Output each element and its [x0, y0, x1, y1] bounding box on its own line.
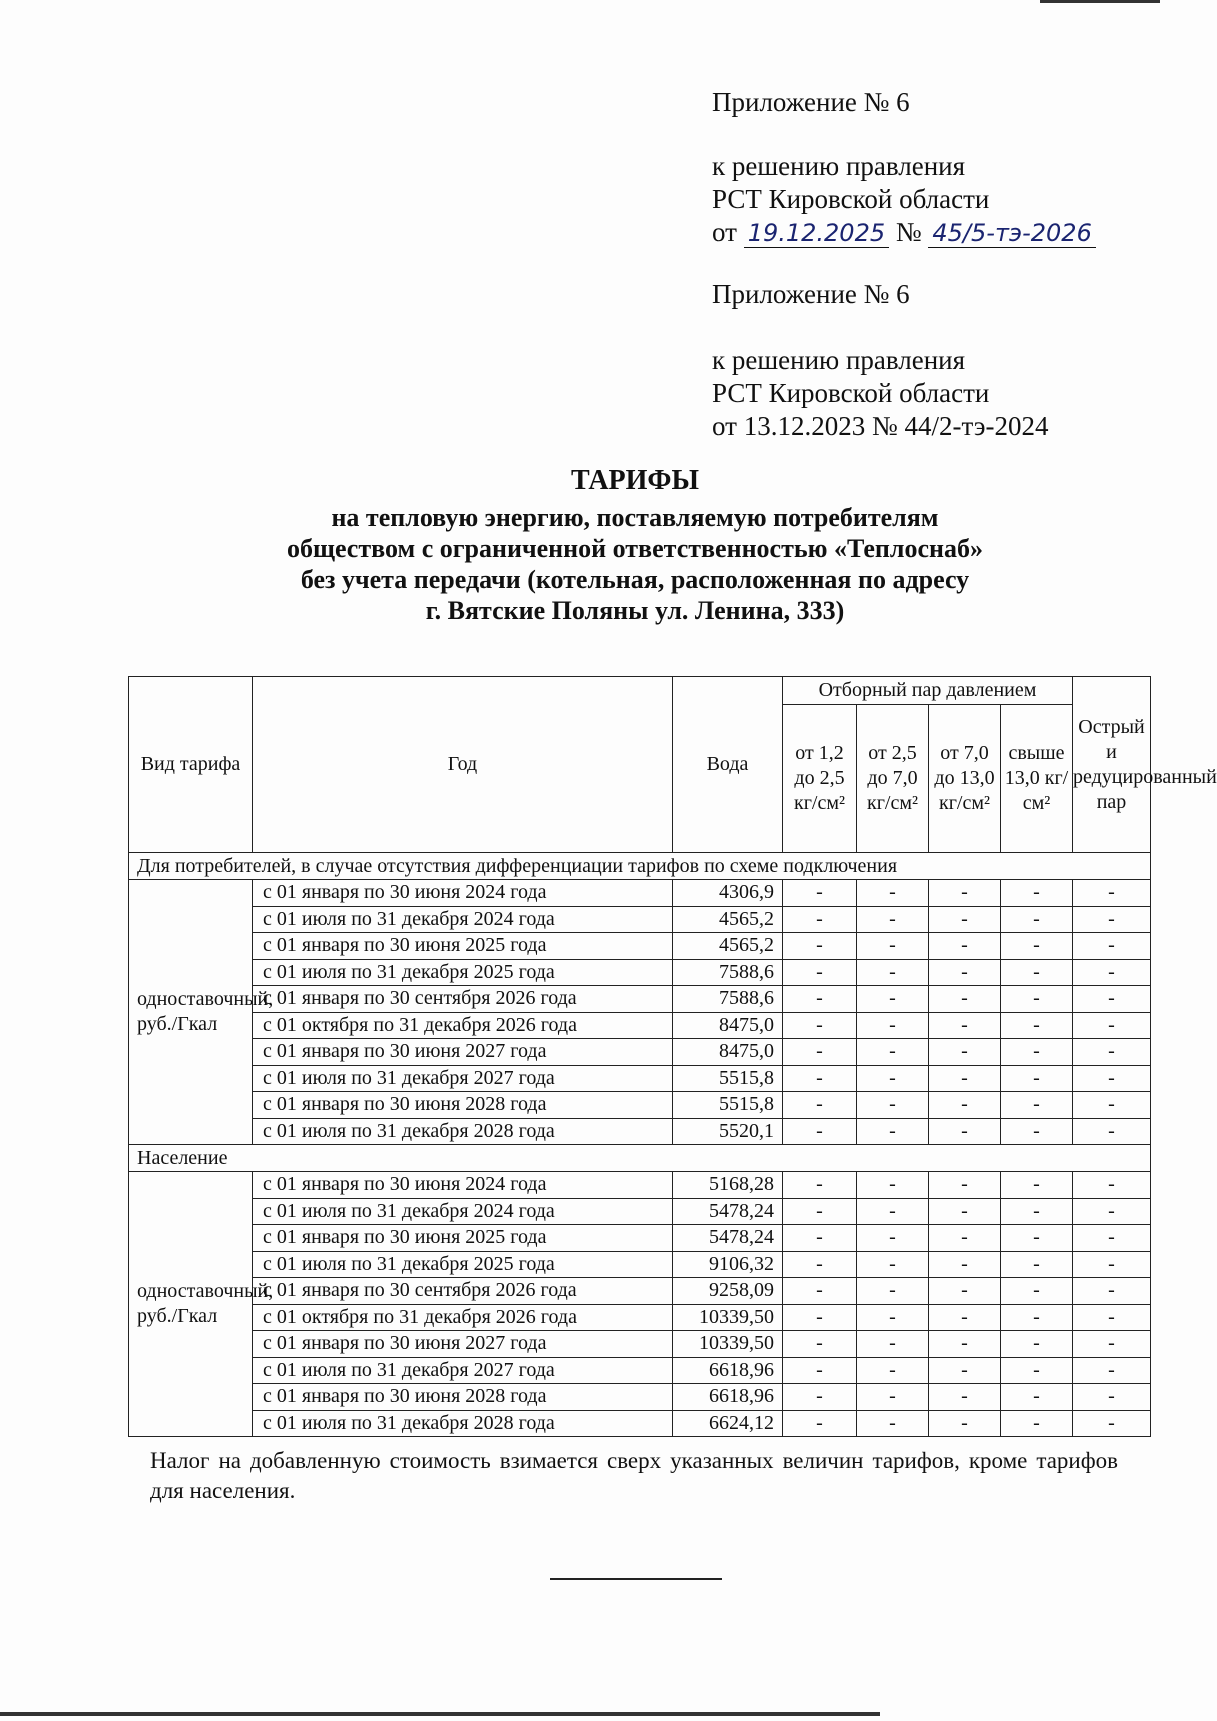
steam-tariff-cell: -: [1001, 1410, 1073, 1437]
steam-tariff-cell: -: [783, 880, 857, 907]
steam-tariff-cell: -: [857, 1198, 929, 1225]
title-main: ТАРИФЫ: [571, 465, 699, 496]
steam-tariff-cell: -: [1073, 1225, 1151, 1252]
water-tariff-cell: 8475,0: [673, 1012, 783, 1039]
appendix-heading-new: [712, 86, 1172, 119]
steam-tariff-cell: -: [929, 1410, 1001, 1437]
period-cell: с 01 января по 30 сентября 2026 года: [253, 1278, 673, 1305]
decision-reference-new: [712, 150, 1172, 249]
steam-tariff-cell: -: [857, 1384, 929, 1411]
scan-edge-top: [1040, 0, 1160, 3]
period-cell: с 01 июля по 31 декабря 2027 года: [253, 1065, 673, 1092]
water-tariff-cell: 10339,50: [673, 1331, 783, 1358]
steam-tariff-cell: -: [857, 1118, 929, 1145]
col-header-steam-4: свыше 13,0 кг/см²: [1001, 705, 1073, 853]
water-tariff-cell: 5515,8: [673, 1092, 783, 1119]
section-title: Для потребителей, в случае отсутствия дифференциации тарифов по схеме подключения: [129, 853, 1151, 880]
steam-tariff-cell: -: [857, 986, 929, 1013]
steam-tariff-cell: -: [1001, 1225, 1073, 1252]
period-cell: с 01 января по 30 июня 2024 года: [253, 880, 673, 907]
steam-tariff-cell: -: [783, 1092, 857, 1119]
steam-tariff-cell: -: [783, 1065, 857, 1092]
steam-tariff-cell: -: [783, 1331, 857, 1358]
table-row: [129, 1118, 1151, 1145]
decision-line: к решению правления: [712, 345, 966, 375]
steam-tariff-cell: -: [857, 1092, 929, 1119]
table-row: [129, 906, 1151, 933]
period-cell: с 01 января по 30 июня 2025 года: [253, 933, 673, 960]
col-header-water: Вода: [673, 677, 783, 853]
table-row: [129, 880, 1151, 907]
steam-tariff-cell: -: [1073, 1012, 1151, 1039]
period-cell: с 01 июля по 31 декабря 2024 года: [253, 1198, 673, 1225]
steam-tariff-cell: -: [1073, 1357, 1151, 1384]
steam-tariff-cell: -: [929, 1384, 1001, 1411]
date-prefix: от: [712, 217, 737, 247]
table-row: [129, 1092, 1151, 1119]
steam-tariff-cell: -: [857, 933, 929, 960]
col-header-year: Год: [253, 677, 673, 853]
steam-tariff-cell: -: [783, 1225, 857, 1252]
period-cell: с 01 октября по 31 декабря 2026 года: [253, 1304, 673, 1331]
steam-tariff-cell: -: [929, 1357, 1001, 1384]
steam-tariff-cell: -: [1001, 1357, 1073, 1384]
tariff-kind: одноставочный, руб./Гкал: [129, 880, 253, 1145]
steam-tariff-cell: -: [1001, 959, 1073, 986]
period-cell: с 01 января по 30 июня 2028 года: [253, 1384, 673, 1411]
period-cell: с 01 января по 30 сентября 2026 года: [253, 986, 673, 1013]
steam-tariff-cell: -: [929, 933, 1001, 960]
tariff-kind: одноставочный, руб./Гкал: [129, 1172, 253, 1437]
water-tariff-cell: 5520,1: [673, 1118, 783, 1145]
title-line: г. Вятские Поляны ул. Ленина, 333): [425, 596, 845, 625]
period-cell: с 01 июля по 31 декабря 2025 года: [253, 959, 673, 986]
col-header-steam-1: от 1,2 до 2,5 кг/см²: [783, 705, 857, 853]
table-row: [129, 959, 1151, 986]
steam-tariff-cell: -: [1073, 1065, 1151, 1092]
period-cell: с 01 января по 30 июня 2024 года: [253, 1172, 673, 1199]
decision-line: к решению правления: [712, 151, 966, 181]
title-line: обществом с ограниченной ответственностью «Теплоснаб»: [287, 534, 983, 563]
title-line: без учета передачи (котельная, расположенная по адресу: [300, 565, 970, 594]
steam-tariff-cell: -: [1001, 1118, 1073, 1145]
table-row: [129, 1410, 1151, 1437]
water-tariff-cell: 4565,2: [673, 933, 783, 960]
period-cell: с 01 июля по 31 декабря 2028 года: [253, 1118, 673, 1145]
water-tariff-cell: 7588,6: [673, 959, 783, 986]
number-prefix: №: [895, 217, 922, 247]
steam-tariff-cell: -: [857, 1172, 929, 1199]
steam-tariff-cell: -: [783, 906, 857, 933]
section-title: Население: [129, 1145, 1151, 1172]
steam-tariff-cell: -: [1073, 1410, 1151, 1437]
steam-tariff-cell: -: [1001, 1331, 1073, 1358]
period-cell: с 01 июля по 31 декабря 2027 года: [253, 1357, 673, 1384]
appendix-title: Приложение № 6: [712, 87, 910, 117]
steam-tariff-cell: -: [783, 1410, 857, 1437]
table-row: [129, 1172, 1151, 1199]
steam-tariff-cell: -: [1073, 1331, 1151, 1358]
water-tariff-cell: 9258,09: [673, 1278, 783, 1305]
steam-tariff-cell: -: [857, 1304, 929, 1331]
steam-tariff-cell: -: [929, 1172, 1001, 1199]
steam-tariff-cell: -: [1073, 959, 1151, 986]
steam-tariff-cell: -: [1001, 1384, 1073, 1411]
period-cell: с 01 января по 30 июня 2025 года: [253, 1225, 673, 1252]
steam-tariff-cell: -: [1001, 1065, 1073, 1092]
steam-tariff-cell: -: [1073, 1118, 1151, 1145]
table-row: [129, 1384, 1151, 1411]
steam-tariff-cell: -: [929, 1065, 1001, 1092]
steam-tariff-cell: -: [857, 1410, 929, 1437]
authority-line: РСТ Кировской области: [712, 184, 990, 214]
steam-tariff-cell: -: [783, 1172, 857, 1199]
tariffs-table: [128, 676, 1217, 1437]
steam-tariff-cell: -: [857, 1039, 929, 1066]
col-header-steam-2: от 2,5 до 7,0 кг/см²: [857, 705, 929, 853]
steam-tariff-cell: -: [929, 1251, 1001, 1278]
steam-tariff-cell: -: [1001, 1012, 1073, 1039]
handwritten-number: 45/5-тэ-2026: [928, 220, 1095, 248]
water-tariff-cell: 6618,96: [673, 1384, 783, 1411]
table-row: [129, 1278, 1151, 1305]
document-title: [130, 465, 1140, 626]
water-tariff-cell: 6618,96: [673, 1357, 783, 1384]
period-cell: с 01 января по 30 июня 2027 года: [253, 1331, 673, 1358]
col-header-steam-3: от 7,0 до 13,0 кг/см²: [929, 705, 1001, 853]
steam-tariff-cell: -: [857, 1065, 929, 1092]
table-row: [129, 1198, 1151, 1225]
steam-tariff-cell: -: [1073, 906, 1151, 933]
table-row: [129, 1039, 1151, 1066]
steam-tariff-cell: -: [929, 1198, 1001, 1225]
table-row: [129, 1304, 1151, 1331]
steam-tariff-cell: -: [1073, 933, 1151, 960]
table-row: [129, 1012, 1151, 1039]
steam-tariff-cell: -: [1001, 1251, 1073, 1278]
steam-tariff-cell: -: [783, 1384, 857, 1411]
water-tariff-cell: 5478,24: [673, 1225, 783, 1252]
water-tariff-cell: 7588,6: [673, 986, 783, 1013]
steam-tariff-cell: -: [857, 1357, 929, 1384]
steam-tariff-cell: -: [1001, 1198, 1073, 1225]
water-tariff-cell: 4306,9: [673, 880, 783, 907]
table-body: [129, 853, 1151, 1437]
steam-tariff-cell: -: [857, 1251, 929, 1278]
steam-tariff-cell: -: [929, 1225, 1001, 1252]
steam-tariff-cell: -: [1073, 1251, 1151, 1278]
table-row: [129, 986, 1151, 1013]
steam-tariff-cell: -: [783, 986, 857, 1013]
date-number-line: от 13.12.2023 № 44/2-тэ-2024: [712, 411, 1049, 441]
steam-tariff-cell: -: [1073, 1092, 1151, 1119]
water-tariff-cell: 8475,0: [673, 1039, 783, 1066]
handwritten-date: 19.12.2025: [744, 220, 889, 248]
header-row: [129, 677, 1151, 705]
steam-tariff-cell: -: [1001, 906, 1073, 933]
steam-tariff-cell: -: [1001, 1039, 1073, 1066]
vat-footnote: Налог на добавленную стоимость взимается сверх указанных величин тарифов, кроме тарифов для населения.: [150, 1448, 1118, 1503]
table-row: [129, 1331, 1151, 1358]
closing-rule: [550, 1578, 722, 1580]
period-cell: с 01 июля по 31 декабря 2028 года: [253, 1410, 673, 1437]
water-tariff-cell: 9106,32: [673, 1251, 783, 1278]
water-tariff-cell: 10339,50: [673, 1304, 783, 1331]
steam-tariff-cell: -: [783, 1118, 857, 1145]
steam-tariff-cell: -: [929, 1118, 1001, 1145]
steam-tariff-cell: -: [857, 959, 929, 986]
period-cell: с 01 января по 30 июня 2028 года: [253, 1092, 673, 1119]
steam-tariff-cell: -: [1073, 1039, 1151, 1066]
appendix-heading-old: [712, 278, 1172, 311]
table-row: [129, 1225, 1151, 1252]
steam-tariff-cell: -: [1073, 986, 1151, 1013]
steam-tariff-cell: -: [1001, 1278, 1073, 1305]
steam-tariff-cell: -: [783, 1251, 857, 1278]
steam-tariff-cell: -: [1001, 1304, 1073, 1331]
steam-tariff-cell: -: [783, 1012, 857, 1039]
steam-tariff-cell: -: [783, 1357, 857, 1384]
steam-tariff-cell: -: [857, 1012, 929, 1039]
steam-tariff-cell: -: [1073, 1172, 1151, 1199]
steam-tariff-cell: -: [1001, 933, 1073, 960]
col-header-steam-group: Отборный пар давлением: [783, 677, 1073, 705]
period-cell: с 01 октября по 31 декабря 2026 года: [253, 1012, 673, 1039]
steam-tariff-cell: -: [929, 986, 1001, 1013]
steam-tariff-cell: -: [857, 1331, 929, 1358]
title-line: на тепловую энергию, поставляемую потребителям: [331, 503, 939, 532]
steam-tariff-cell: -: [929, 880, 1001, 907]
table-row: [129, 933, 1151, 960]
table-row: [129, 1065, 1151, 1092]
steam-tariff-cell: -: [929, 1012, 1001, 1039]
steam-tariff-cell: -: [783, 933, 857, 960]
steam-tariff-cell: -: [857, 1225, 929, 1252]
scan-edge-bottom: [0, 1712, 880, 1716]
steam-tariff-cell: -: [929, 1278, 1001, 1305]
water-tariff-cell: 5168,28: [673, 1172, 783, 1199]
section-row: [129, 853, 1151, 880]
col-header-kind: Вид тарифа: [129, 677, 253, 853]
water-tariff-cell: 5515,8: [673, 1065, 783, 1092]
decision-reference-old: [712, 344, 1172, 443]
steam-tariff-cell: -: [929, 1331, 1001, 1358]
appendix-title: Приложение № 6: [712, 279, 910, 309]
steam-tariff-cell: -: [1073, 1384, 1151, 1411]
steam-tariff-cell: -: [1001, 880, 1073, 907]
steam-tariff-cell: -: [1001, 986, 1073, 1013]
section-row: [129, 1145, 1151, 1172]
steam-tariff-cell: -: [929, 1039, 1001, 1066]
steam-tariff-cell: -: [857, 1278, 929, 1305]
steam-tariff-cell: -: [857, 906, 929, 933]
steam-tariff-cell: -: [783, 959, 857, 986]
steam-tariff-cell: -: [1073, 1278, 1151, 1305]
period-cell: с 01 июля по 31 декабря 2024 года: [253, 906, 673, 933]
steam-tariff-cell: -: [929, 906, 1001, 933]
table-row: [129, 1357, 1151, 1384]
steam-tariff-cell: -: [929, 959, 1001, 986]
steam-tariff-cell: -: [929, 1304, 1001, 1331]
steam-tariff-cell: -: [1073, 1198, 1151, 1225]
steam-tariff-cell: -: [1001, 1172, 1073, 1199]
authority-line: РСТ Кировской области: [712, 378, 990, 408]
steam-tariff-cell: -: [929, 1092, 1001, 1119]
period-cell: с 01 июля по 31 декабря 2025 года: [253, 1251, 673, 1278]
steam-tariff-cell: -: [1001, 1092, 1073, 1119]
col-header-sharp-steam: Острый и редуцированный пар: [1073, 677, 1151, 853]
table-row: [129, 1251, 1151, 1278]
date-number-line: [712, 216, 1172, 249]
steam-tariff-cell: -: [857, 880, 929, 907]
water-tariff-cell: 5478,24: [673, 1198, 783, 1225]
steam-tariff-cell: -: [1073, 880, 1151, 907]
water-tariff-cell: 4565,2: [673, 906, 783, 933]
period-cell: с 01 января по 30 июня 2027 года: [253, 1039, 673, 1066]
steam-tariff-cell: -: [1073, 1304, 1151, 1331]
steam-tariff-cell: -: [783, 1304, 857, 1331]
water-tariff-cell: 6624,12: [673, 1410, 783, 1437]
steam-tariff-cell: -: [783, 1039, 857, 1066]
steam-tariff-cell: -: [783, 1278, 857, 1305]
steam-tariff-cell: -: [783, 1198, 857, 1225]
